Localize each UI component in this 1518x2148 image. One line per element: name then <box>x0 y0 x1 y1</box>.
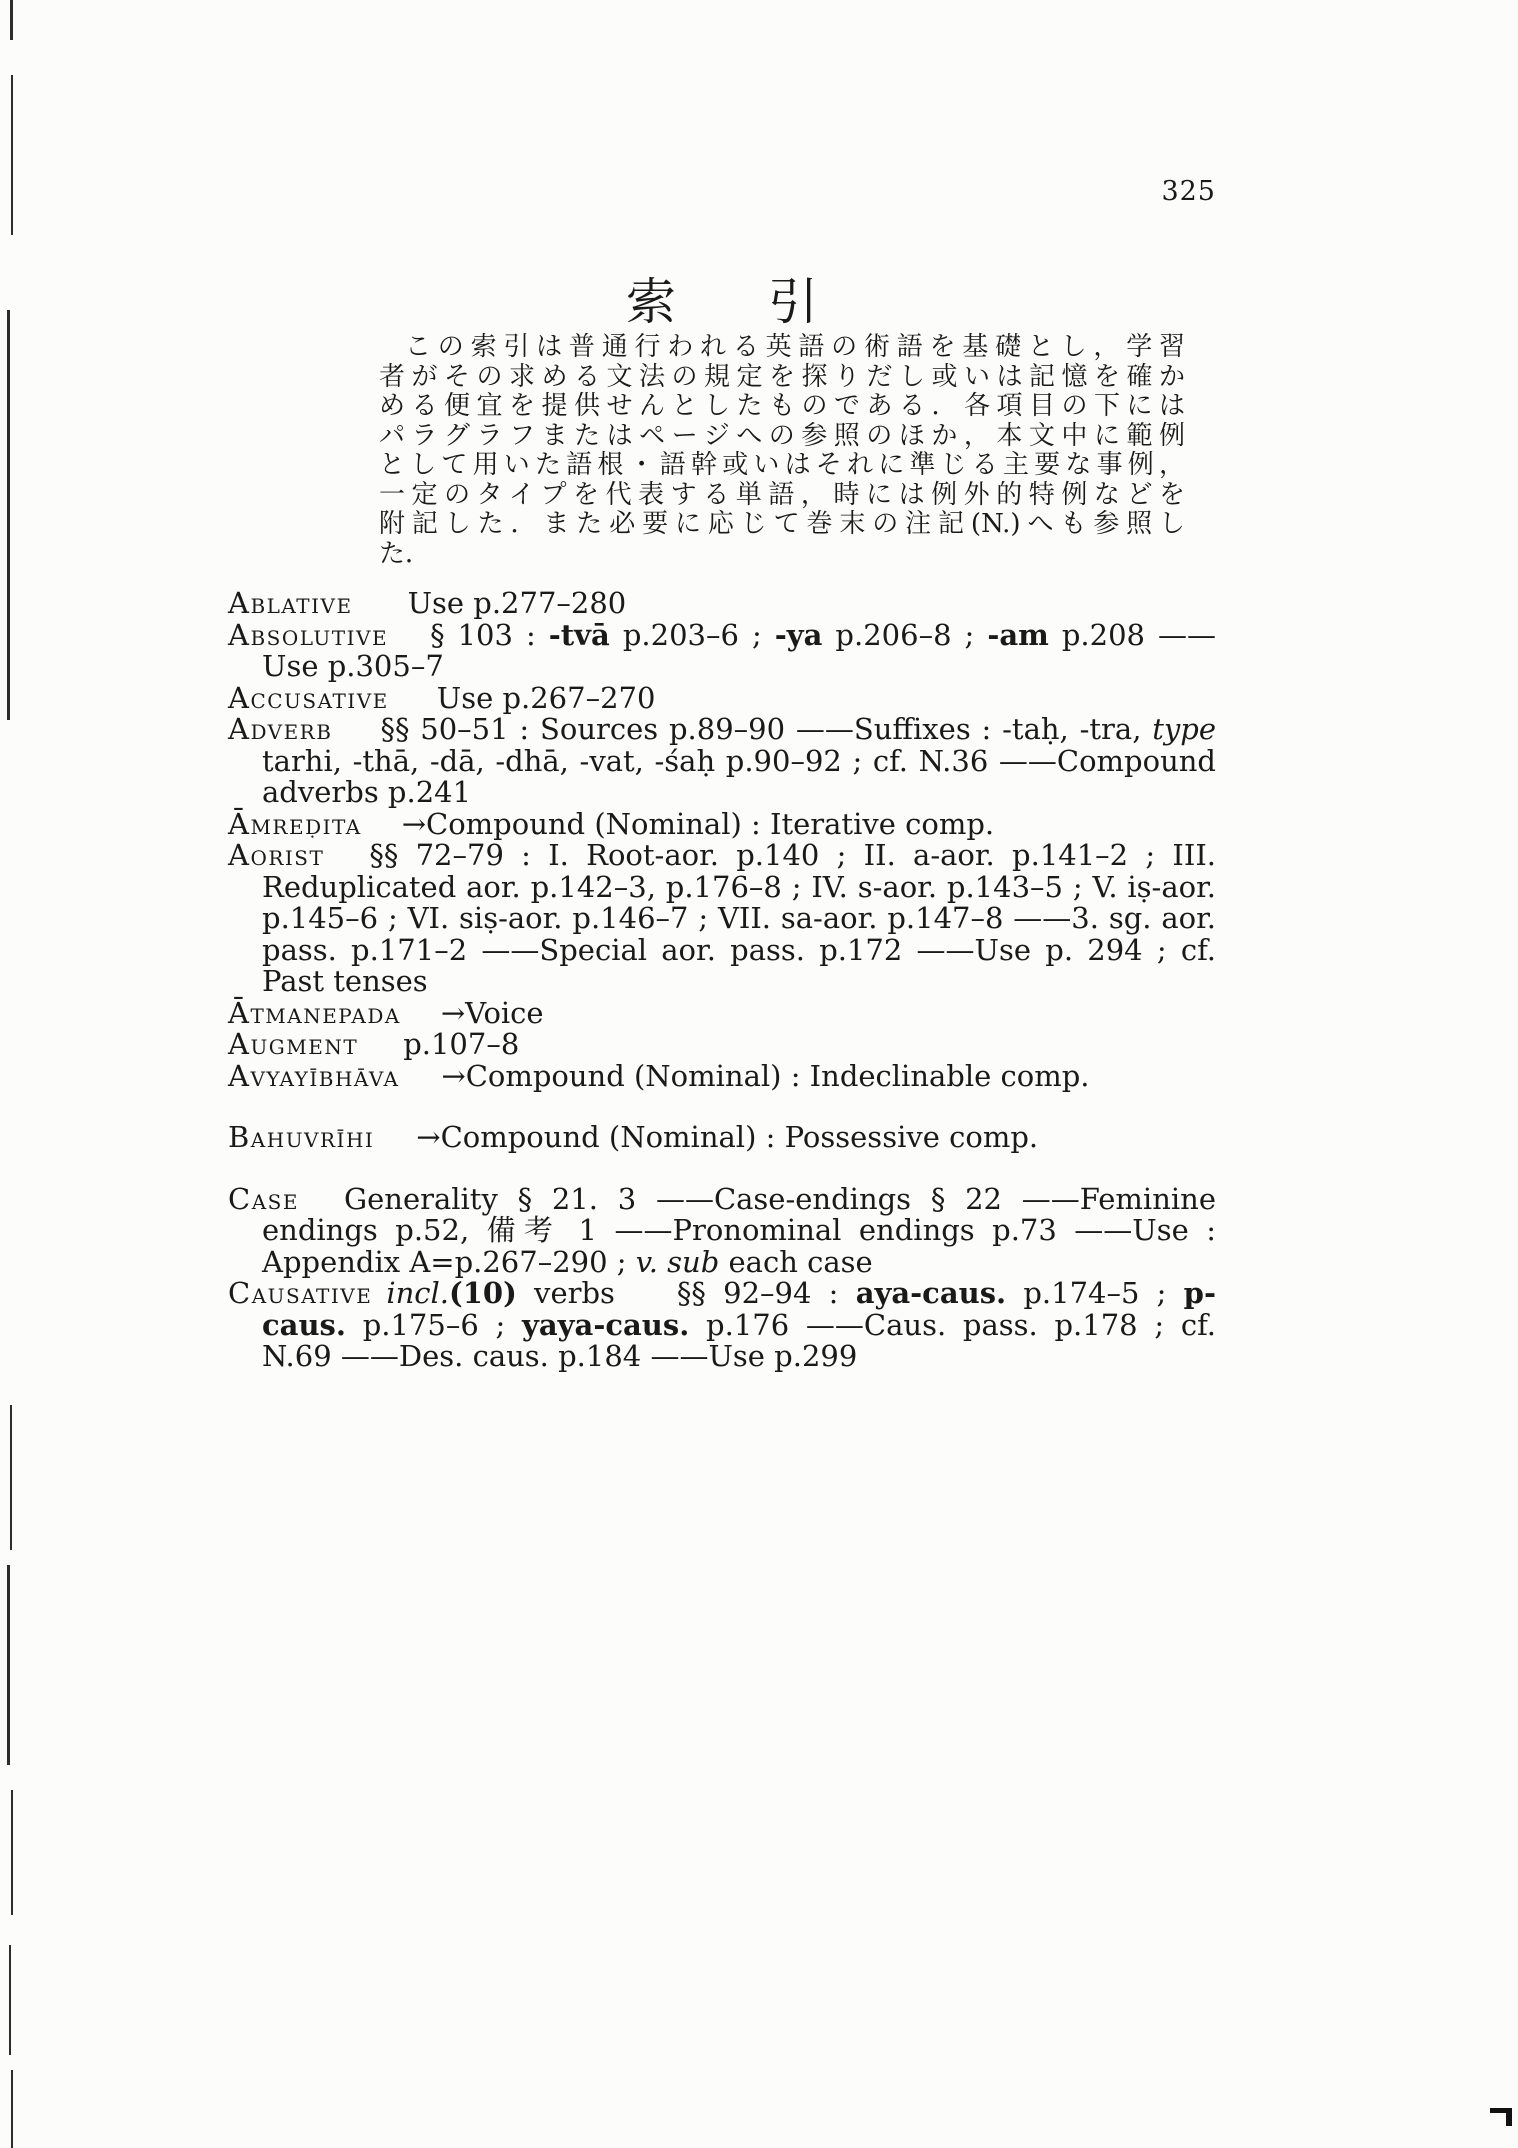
index-entry <box>228 1058 1216 1093</box>
index-entry <box>228 1122 1216 1154</box>
scan-artifact <box>7 1565 10 1765</box>
entry-text: p.206–8 ; <box>822 617 988 652</box>
headword-gap <box>332 738 380 739</box>
entry-text: incl. <box>386 1276 450 1310</box>
entry-text: type <box>1152 712 1216 746</box>
inline-gap <box>615 1302 677 1303</box>
scan-artifact <box>10 0 13 40</box>
index-entries <box>228 588 1216 1373</box>
entry-text: § 103 : <box>430 617 549 652</box>
entry-headword: Bahuvrīhi <box>228 1120 375 1154</box>
headword-gap <box>362 833 402 834</box>
scan-artifact <box>10 1405 12 1550</box>
intro-line: める便宜を提供せんとしたものである．各項目の下には <box>379 391 1185 421</box>
entry-text: (10) <box>449 1276 517 1310</box>
entry-text: Use p.277–280 <box>407 586 627 620</box>
intro-line: として用いた語根・語幹或いはそれに準じる主要な事例， <box>379 450 1185 480</box>
headword-gap <box>399 1085 441 1086</box>
scan-artifact <box>11 2070 13 2148</box>
entry-text: p.175–6 ; <box>345 1307 523 1342</box>
scan-artifact <box>11 75 13 235</box>
scan-corner-mark <box>1490 2108 1512 2126</box>
entry-headword: Aorist <box>228 838 325 872</box>
intro-line: た． <box>379 538 432 569</box>
entry-headword: Ātmanepada <box>228 995 401 1030</box>
entry-text: §§ 50–51 : Sources p.89–90 ——Suffixes : -taḥ, -tra, <box>380 712 1153 746</box>
index-entry <box>228 1029 1216 1061</box>
headword-gap <box>374 1146 416 1147</box>
title-char-right: 引 <box>768 273 818 331</box>
index-entry <box>228 1181 1216 1279</box>
index-entry <box>228 806 1216 841</box>
entry-text: tarhi, -thā, -dā, -dhā, -vat, -śaḥ p.90–92 ; cf. N.36 ——Compound adverbs p.241 <box>262 743 1216 809</box>
entry-headword: Case <box>228 1181 299 1216</box>
entry-text: Generality § 21. 3 ——Case-endings § 22 ——Feminine endings p.52, 備考 1 ——Pronominal endings p.73 ——Use : Appendix A=p.267–290 ; <box>262 1181 1216 1279</box>
entry-text: p.203–6 ; <box>609 617 775 652</box>
index-entry <box>228 840 1216 998</box>
intro-line: 者がその求める文法の規定を探りだし或いは記憶を確か <box>379 361 1185 392</box>
index-entry <box>228 995 1216 1030</box>
entry-headword: Ablative <box>228 586 353 620</box>
entry-text: -ya <box>774 617 823 652</box>
scan-artifact <box>7 310 10 720</box>
headword-gap <box>401 1022 441 1023</box>
intro-paragraph <box>379 333 1185 569</box>
entry-text: each case <box>719 1244 873 1279</box>
intro-line: パラグラフまたはページへの参照のほか，本文中に範例 <box>379 420 1185 451</box>
headword-gap <box>324 864 369 865</box>
entry-text: →Compound (Nominal) : Indeclinable comp. <box>441 1058 1090 1093</box>
entry-text: -tvā <box>548 617 610 652</box>
headword-gap <box>353 612 408 613</box>
intro-line: 附記した．また必要に応じて巻末の注記(N.)へも参照し <box>379 509 1185 539</box>
entry-text: →Voice <box>440 995 544 1030</box>
index-entry <box>228 588 1216 620</box>
index-entry <box>228 714 1216 809</box>
entry-headword: Avyayībhāva <box>228 1058 400 1093</box>
entry-text: §§ 72–79 : I. Root-aor. p.140 ; II. a-aor. p.141–2 ; III. Reduplicated aor. p.142–3, p.176–8 ; IV. s-aor. p.143–5 ; V. iṣ-aor. p.145–6 ; VI. siṣ-aor. p.146–7 ; VII. sa-aor. p.147–8 ——3. sg. aor. pass. p.171–2 ——Special aor. pass. p.172 ——Use p. 294 ; cf. Past tenses <box>262 838 1216 998</box>
entry-text: p.208 ——Use p.305–7 <box>262 617 1217 683</box>
headword-gap <box>299 1208 344 1209</box>
entry-text: yaya-caus. <box>522 1307 690 1342</box>
entry-headword: Augment <box>228 1027 359 1061</box>
index-entry <box>228 617 1217 683</box>
headword-gap <box>372 1302 386 1303</box>
title-char-left: 索 <box>626 273 676 331</box>
entry-headword: Causative <box>228 1276 373 1310</box>
entry-text: aya-caus. <box>855 1276 1007 1310</box>
scan-artifact <box>11 1790 13 1915</box>
headword-gap <box>389 707 437 708</box>
scan-artifact <box>9 1945 11 2055</box>
entry-headword: Āmreḍita <box>228 806 362 841</box>
headword-gap <box>358 1053 403 1054</box>
entry-text: v. sub <box>635 1244 720 1279</box>
entry-text: →Compound (Nominal) : Possessive comp. <box>416 1120 1039 1154</box>
entry-headword: Absolutive <box>228 617 389 652</box>
entry-text: →Compound (Nominal) : Iterative comp. <box>401 806 995 841</box>
entry-text: p.176 ——Caus. pass. p.178 ; cf. N.69 ——Des. caus. p.184 ——Use p.299 <box>262 1307 1216 1373</box>
entry-text: p.107–8 <box>403 1027 520 1061</box>
entry-text: p.174–5 ; <box>1006 1276 1184 1310</box>
entry-text: Use p.267–270 <box>436 680 656 715</box>
entry-headword: Adverb <box>228 712 333 746</box>
entry-text: verbs <box>516 1276 615 1310</box>
entry-text: -am <box>987 617 1049 652</box>
headword-gap <box>388 644 430 645</box>
index-entry <box>228 680 1216 715</box>
intro-line: 一定のタイプを代表する単語，時には例外的特例などを <box>379 479 1185 510</box>
entry-text: §§ 92–94 : <box>676 1276 856 1310</box>
entry-headword: Accusative <box>228 680 389 715</box>
entry-text: p-caus. <box>262 1276 1216 1342</box>
page-number: 325 <box>1161 176 1216 207</box>
intro-line: この索引は普通行われる英語の術語を基礎とし，学習 <box>405 332 1185 362</box>
page-title <box>228 262 1216 334</box>
index-entry <box>228 1278 1216 1373</box>
